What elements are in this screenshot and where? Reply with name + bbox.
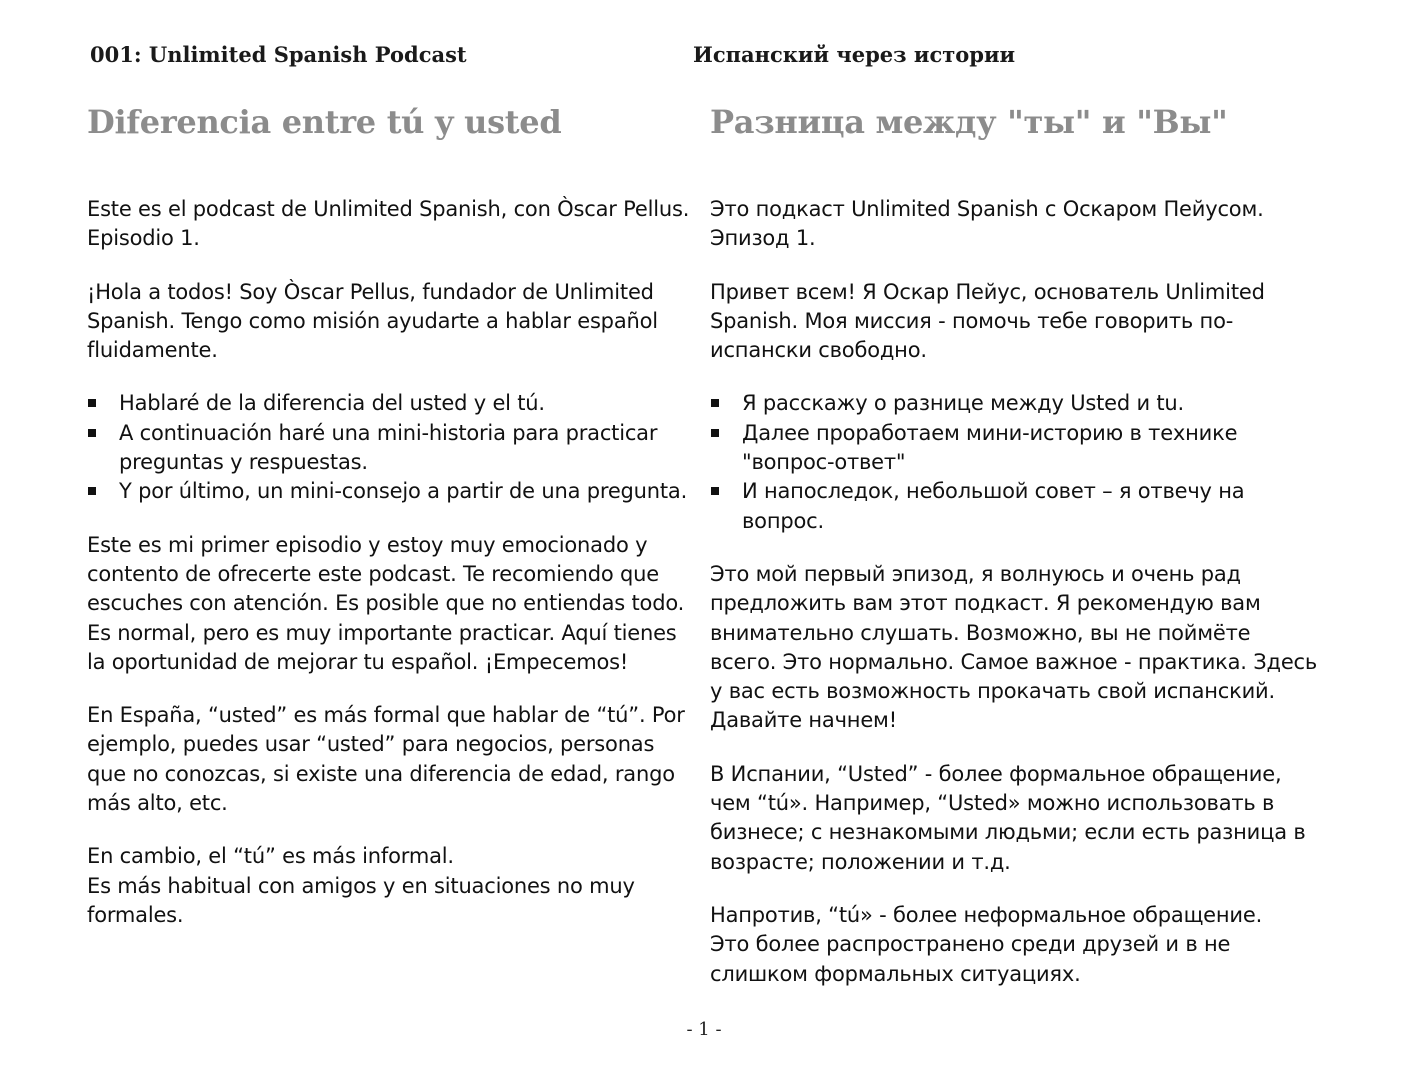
page-title: Разница между "ты" и "Вы" [710, 103, 1228, 141]
episode-plan-list [710, 389, 1320, 535]
intro-paragraph: Это подкаст Unlimited Spanish с Оскаром Пейусом. Эпизод 1. [710, 197, 1264, 251]
square-bullet-icon [711, 429, 719, 437]
square-bullet-icon [88, 487, 96, 495]
list-item-text: И напоследок, небольшой совет – я отвечу на вопрос. [742, 479, 1245, 533]
list-item [710, 389, 1320, 418]
list-item-text: A continuación haré una mini-historia para practicar preguntas y respuestas. [119, 420, 658, 475]
first-episode-paragraph: Это мой первый эпизод, я волнуюсь и очень рад предложить вам этот подкаст. Я рекомендую вам внимательно слушать. Возможно, вы не поймёте всего. Это нормально. Самое важное - практика. Здесь у вас есть возможность прокачать свой испанский. Давайте начнем! [710, 561, 1318, 733]
intro-paragraph: Este es el podcast de Unlimited Spanish, con Òscar Pellus. Episodio 1. [87, 197, 690, 251]
episode-plan-list [87, 389, 697, 506]
list-item [87, 419, 697, 478]
square-bullet-icon [711, 487, 719, 495]
tu-paragraph: En cambio, el “tú” es más informal. Es más habitual con amigos y en situaciones no muy formales. [87, 844, 635, 927]
square-bullet-icon [88, 399, 96, 407]
podcast-header: 001: Unlimited Spanish Podcast [90, 42, 467, 67]
list-item-text: Y por último, un mini-consejo a partir de una pregunta. [119, 479, 688, 504]
page-number: - 1 - [686, 1019, 722, 1040]
greeting-paragraph: ¡Hola a todos! Soy Òscar Pellus, fundador de Unlimited Spanish. Tengo como misión ayudarte a hablar español fluidamente. [87, 279, 658, 363]
greeting-paragraph: Привет всем! Я Оскар Пейус, основатель Unlimited Spanish. Моя миссия - помочь тебе говорить по-испански свободно. [710, 279, 1265, 363]
list-item-text: Hablaré de la diferencia del usted y el tú. [119, 391, 545, 416]
list-item [87, 477, 697, 506]
usted-paragraph: В Испании, “Usted” - более формальное обращение, чем “tú». Например, “Usted» можно использовать в бизнесе; с незнакомыми людьми; если есть разница в возрасте; положении и т.д. [710, 761, 1306, 874]
square-bullet-icon [88, 429, 96, 437]
list-item-text: Я расскажу о разнице между Usted и tu. [742, 391, 1185, 416]
list-item [710, 477, 1320, 536]
tu-paragraph: Напротив, “tú» - более неформальное обращение. Это более распространено среди друзей и в не слишком формальных ситуациях. [710, 902, 1263, 986]
square-bullet-icon [711, 399, 719, 407]
spanish-content [87, 195, 697, 930]
podcast-header: Испанский через истории [693, 42, 1016, 67]
first-episode-paragraph: Este es mi primer episodio y estoy muy emocionado y contento de ofrecerte este podcast. Te recomiendo que escuches con atención. Es posible que no entiendas todo. Es normal, pero es muy importante practicar. Aquí tienes la oportunidad de mejorar tu español. ¡Empecemos! [87, 532, 685, 674]
list-item-text: Далее проработаем мини-историю в технике "вопрос-ответ" [742, 420, 1238, 475]
page-title: Diferencia entre tú y usted [87, 103, 562, 141]
list-item [87, 389, 697, 418]
russian-column [693, 40, 1320, 1013]
russian-content [710, 195, 1320, 989]
list-item [710, 419, 1320, 478]
spanish-column [87, 40, 697, 954]
usted-paragraph: En España, “usted” es más formal que hablar de “tú”. Por ejemplo, puedes usar “usted” para negocios, personas que no conozcas, si existe una diferencia de edad, rango más alto, etc. [87, 703, 685, 816]
